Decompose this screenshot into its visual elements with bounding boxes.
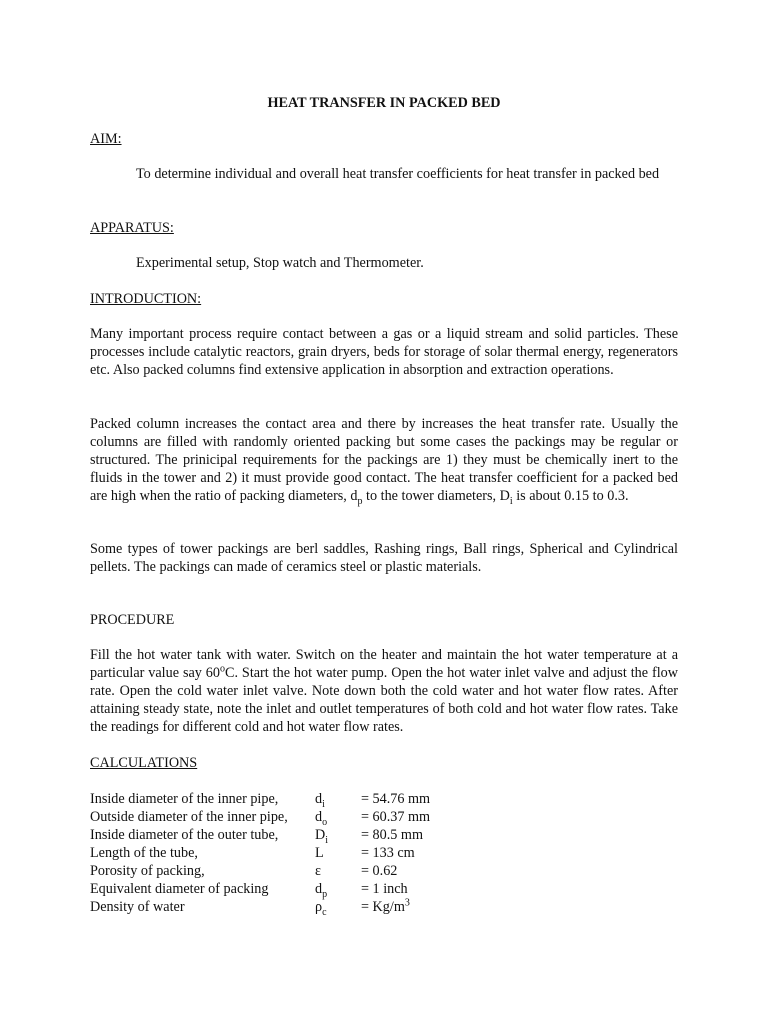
calc-symbol — [315, 844, 324, 862]
calc-label: Density of water — [90, 899, 185, 915]
calc-value-superscript: 3 — [404, 897, 410, 909]
calc-value-main: = 54.76 mm — [361, 791, 431, 807]
calc-value-main: = 0.62 — [361, 863, 398, 879]
aim-heading: AIM: — [90, 131, 122, 147]
calc-value — [361, 880, 408, 898]
calc-symbol — [315, 808, 327, 826]
calc-symbol — [315, 898, 327, 916]
calc-value — [361, 844, 415, 862]
calc-symbol-subscript: o — [322, 816, 328, 828]
procedure-text — [90, 646, 678, 736]
degree-sup: o — [219, 663, 225, 675]
document-title: HEAT TRANSFER IN PACKED BED — [267, 95, 501, 111]
aim-text: To determine individual and overall heat transfer coefficients for heat transfer in packed bed — [136, 166, 660, 182]
calc-label: Inside diameter of the inner pipe, — [90, 791, 279, 807]
calc-symbol — [315, 790, 325, 808]
intro-p2-part-c: is about 0.15 to 0.3. — [512, 488, 629, 504]
calc-value — [361, 808, 430, 826]
calc-label: Outside diameter of the inner pipe, — [90, 809, 288, 825]
calc-row — [90, 898, 678, 916]
apparatus-text: Experimental setup, Stop watch and Thermometer. — [136, 255, 424, 271]
calc-value — [361, 898, 410, 916]
calc-symbol-main: d — [315, 809, 323, 825]
calc-row — [90, 808, 678, 826]
calc-label: Inside diameter of the outer tube, — [90, 827, 279, 843]
calc-symbol — [315, 826, 328, 844]
calc-value-main: = 60.37 mm — [361, 809, 431, 825]
calc-row — [90, 880, 678, 898]
calc-label: Porosity of packing, — [90, 863, 205, 879]
calc-value — [361, 826, 423, 844]
calc-symbol-subscript: p — [322, 888, 328, 900]
calc-symbol — [315, 862, 321, 880]
calc-row — [90, 790, 678, 808]
calc-symbol-main: L — [315, 845, 324, 861]
intro-p2-part-a: Packed column increases the contact area and there by increases the heat transfer rate. Usually the columns are filled with randomly oriented packing but some cases the packings may be regular or structured. The prinicipal requirements for the packings are 1) they must be chemically inert to the fluids in the tower and 2) it must provide good contact. The heat transfer coefficient for a packed bed are high when the ratio of packing diameters, d — [90, 416, 678, 504]
introduction-paragraph-3: Some types of tower packings are berl saddles, Rashing rings, Ball rings, Spherical and Cylindrical pellets. The packings can made of ceramics steel or plastic materials. — [90, 541, 678, 575]
apparatus-heading: APPARATUS: — [90, 220, 174, 236]
intro-p2-sub-i: i — [509, 495, 513, 507]
intro-p2-part-b: to the tower diameters, D — [362, 488, 510, 504]
procedure-text-b: C. Start the hot water pump. Open the hot water inlet valve and adjust the flow rate. Open the cold water inlet valve. Note down both the cold water and hot water flow rates. After attaining steady state, note the inlet and outlet temperatures of both cold and hot water flow rates. Take the readings for different cold and hot water flow rates. — [90, 665, 678, 735]
calc-symbol-main: ε — [315, 863, 321, 879]
calc-row — [90, 826, 678, 844]
calc-value-main: = 1 inch — [361, 881, 408, 897]
calc-value-main: = 80.5 mm — [361, 827, 423, 843]
calc-symbol-main: ρ — [315, 899, 323, 915]
calc-symbol — [315, 880, 327, 898]
procedure-heading: PROCEDURE — [90, 612, 175, 628]
calculations-heading: CALCULATIONS — [90, 755, 198, 771]
calc-symbol-main: d — [315, 791, 323, 807]
calc-row — [90, 844, 678, 862]
calc-symbol-main: d — [315, 881, 323, 897]
calc-label: Length of the tube, — [90, 845, 198, 861]
calc-label: Equivalent diameter of packing — [90, 881, 269, 897]
calc-value — [361, 862, 397, 880]
calc-value-main: = Kg/m — [361, 899, 405, 915]
calc-row — [90, 862, 678, 880]
introduction-heading: INTRODUCTION: — [90, 291, 202, 307]
calc-symbol-subscript: i — [322, 798, 325, 810]
calc-value-main: = 133 cm — [361, 845, 415, 861]
calc-symbol-subscript: i — [325, 834, 329, 846]
calc-value — [361, 790, 430, 808]
calc-symbol-subscript: c — [322, 906, 327, 918]
introduction-paragraph-2 — [90, 415, 678, 505]
calc-symbol-main: D — [315, 827, 326, 843]
procedure-text-a: Fill the hot water tank with water. Switch on the heater and maintain the hot water temperature at a particular value say 60 — [90, 647, 678, 681]
intro-p2-sub-p: p — [357, 495, 363, 507]
introduction-paragraph-1: Many important process require contact between a gas or a liquid stream and solid particles. These processes include catalytic reactors, grain dryers, beds for storage of solar thermal energy, regenerators etc. Also packed columns find extensive application in absorption and extraction operations. — [90, 326, 678, 378]
